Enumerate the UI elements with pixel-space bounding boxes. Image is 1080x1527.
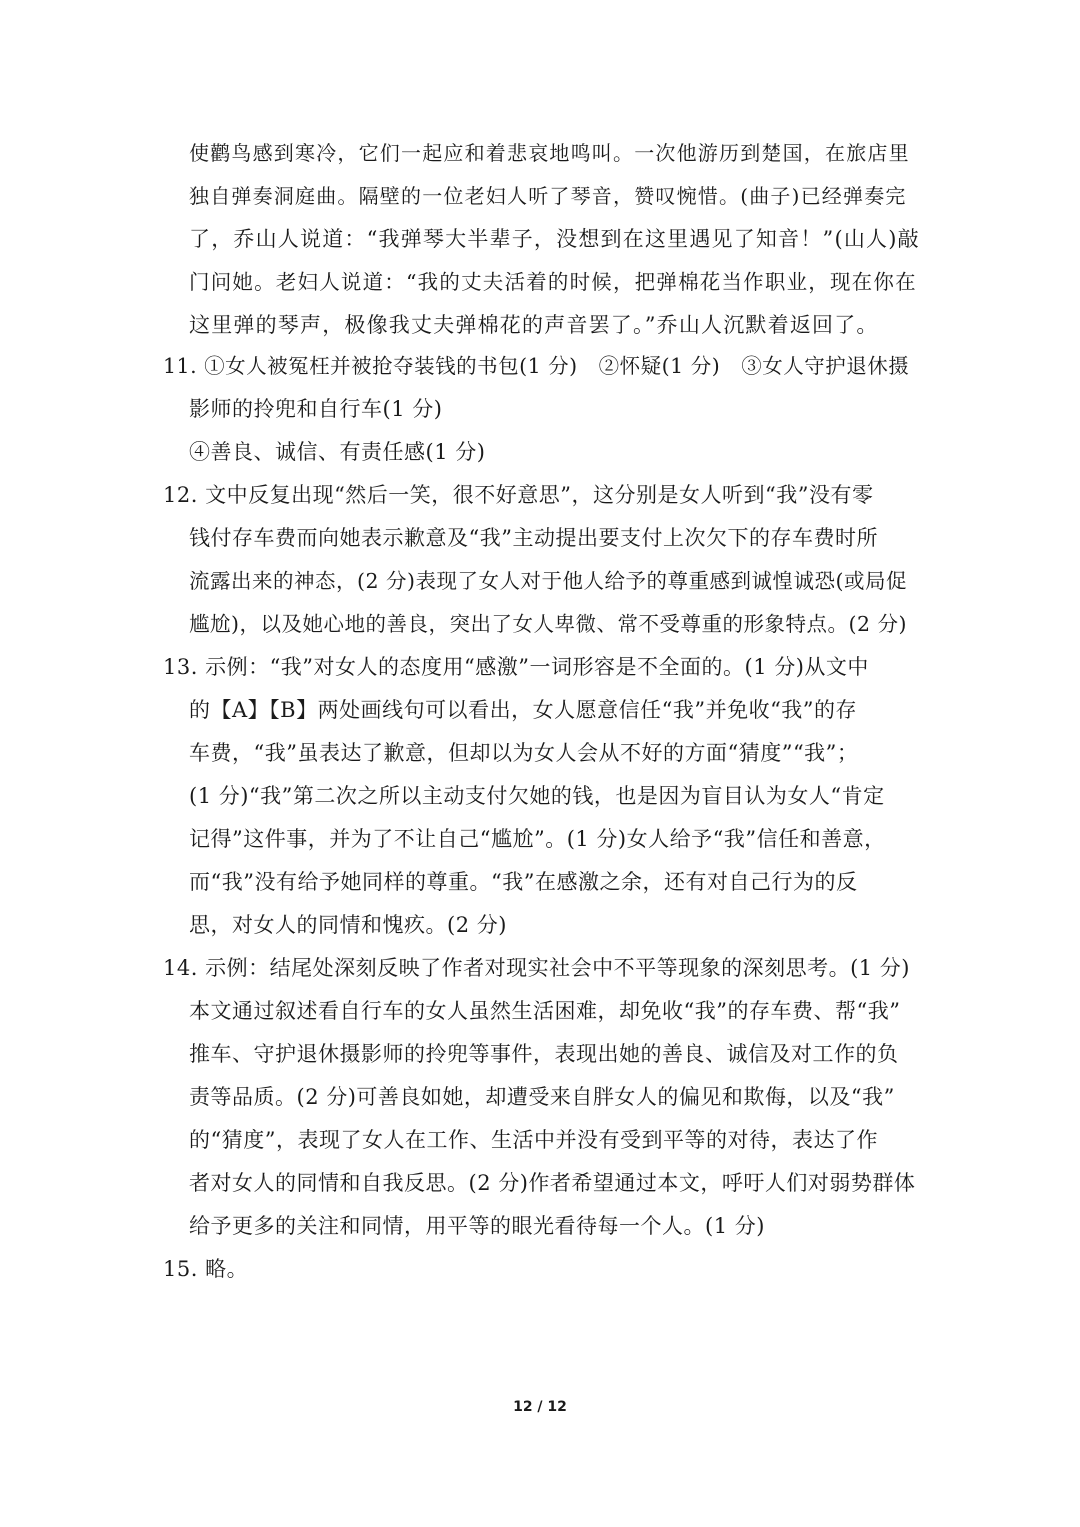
answer-12-line: 钱付存车费而向她表示歉意及“我”主动提出要支付上次欠下的存车费时所	[189, 526, 878, 550]
answer-14-line: 者对女人的同情和自我反思。(2 分)作者希望通过本文，呼吁人们对弱势群体	[189, 1171, 916, 1195]
answer-13-line: (1 分)“我”第二次之所以主动支付欠她的钱，也是因为盲目认为女人“肯定	[189, 784, 885, 808]
translation-line: 这里弹的琴声，极像我丈夫弹棉花的声音罢了。”乔山人沉默着返回了。	[189, 313, 879, 337]
page-number: 12 / 12	[513, 1399, 567, 1415]
answer-14-line: 的“猜度”，表现了女人在工作、生活中并没有受到平等的对待，表达了作	[189, 1128, 878, 1152]
answer-14-line: 推车、守护退休摄影师的拎兜等事件，表现出她的善良、诚信及对工作的负	[189, 1042, 899, 1066]
answer-14-line: 责等品质。(2 分)可善良如她，却遭受来自胖女人的偏见和欺侮，以及“我”	[189, 1085, 895, 1109]
answer-11-line: ④善良、诚信、有责任感(1 分)	[189, 440, 486, 464]
answer-13-line: 的【A】【B】两处画线句可以看出，女人愿意信任“我”并免收“我”的存	[189, 698, 858, 722]
answer-13-line: 记得”这件事，并为了不让自己“尴尬”。(1 分)女人给予“我”信任和善意，	[189, 827, 886, 851]
translation-line: 了，乔山人说道：“我弹琴大半辈子，没想到在这里遇见了知音！”(山人)敲	[189, 227, 920, 251]
answer-12-line: 尴尬)，以及她心地的善良，突出了女人卑微、常不受尊重的形象特点。(2 分)	[189, 612, 908, 636]
answer-14-line: 本文通过叙述看自行车的女人虽然生活困难，却免收“我”的存车费、帮“我”	[189, 999, 901, 1023]
answer-13-line: 车费，“我”虽表达了歉意，但却以为女人会从不好的方面“猜度”“我”；	[189, 741, 859, 765]
answer-13-line: 13. 示例：“我”对女人的态度用“感激”一词形容是不全面的。(1 分)从文中	[163, 655, 869, 679]
answer-14-line: 给予更多的关注和同情，用平等的眼光看待每一个人。(1 分)	[189, 1214, 765, 1238]
answer-13-line: 而“我”没有给予她同样的尊重。“我”在感激之余，还有对自己行为的反	[189, 870, 858, 894]
answer-11-line: 11. ①女人被冤枉并被抢夺装钱的书包(1 分) ②怀疑(1 分) ③女人守护退休摄	[163, 354, 910, 378]
answer-14-line: 14. 示例：结尾处深刻反映了作者对现实社会中不平等现象的深刻思考。(1 分)	[163, 956, 910, 980]
answer-15-line: 15. 略。	[163, 1257, 249, 1281]
answer-12-line: 12. 文中反复出现“然后一笑，很不好意思”，这分别是女人听到“我”没有零	[163, 483, 874, 507]
answer-13-line: 思，对女人的同情和愧疚。(2 分)	[189, 913, 507, 937]
answer-12-line: 流露出来的神态，(2 分)表现了女人对于他人给予的尊重感到诚惶诚恐(或局促	[189, 569, 908, 593]
translation-line: 使鹳鸟感到寒冷，它们一起应和着悲哀地鸣叫。一次他游历到楚国，在旅店里	[189, 141, 910, 165]
translation-line: 独自弹奏洞庭曲。隔壁的一位老妇人听了琴音，赞叹惋惜。(曲子)已经弹奏完	[189, 184, 907, 208]
answer-11-line: 影师的拎兜和自行车(1 分)	[189, 397, 443, 421]
translation-line: 门问她。老妇人说道：“我的丈夫活着的时候，把弹棉花当作职业，现在你在	[189, 270, 917, 294]
